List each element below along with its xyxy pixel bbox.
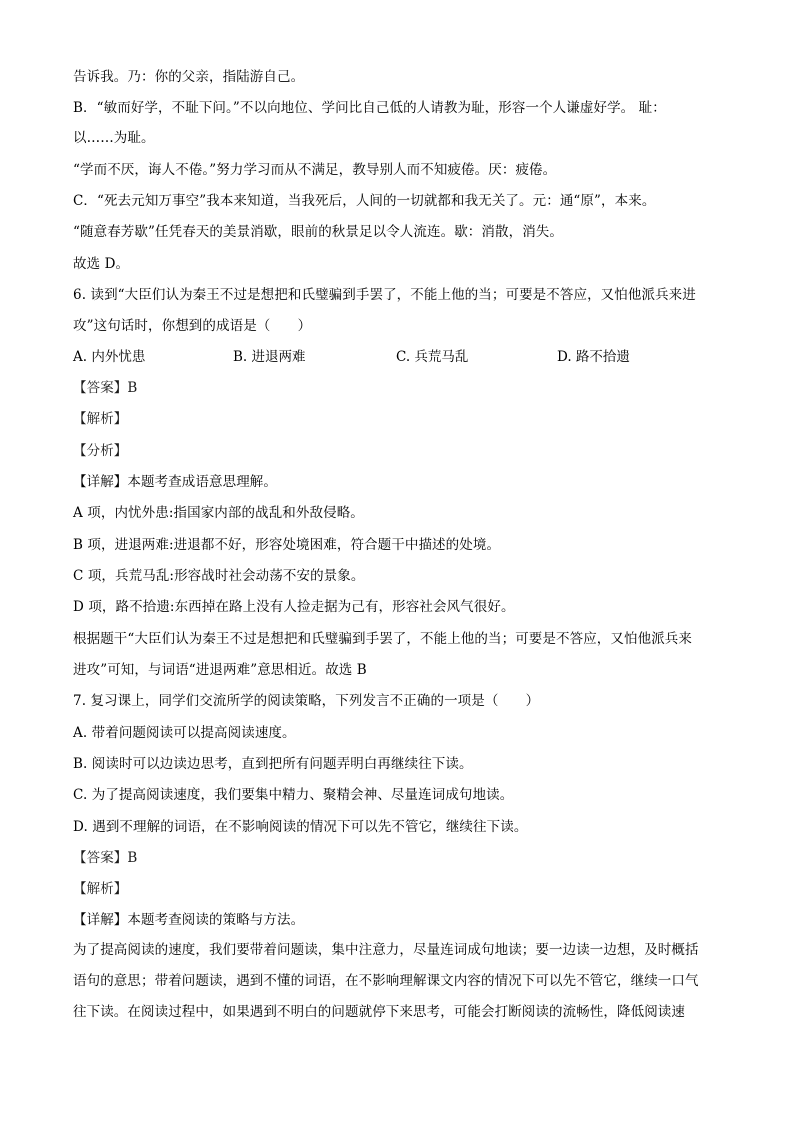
option-b: B. 进退两难 bbox=[233, 349, 306, 365]
detail-line: C 项，兵荒马乱:形容战时社会动荡不安的景象。 bbox=[73, 568, 365, 584]
analysis-label: 【解析】 bbox=[73, 411, 128, 427]
analysis-label: 【解析】 bbox=[73, 881, 128, 897]
text-line: “随意春芳歇”任凭春天的美景消歇，眼前的秋景足以令人流连。歇：消散，消失。 bbox=[73, 224, 564, 240]
detail-line: 【详解】本题考查成语意思理解。 bbox=[73, 474, 277, 490]
detail-line: 【详解】本题考查阅读的策略与方法。 bbox=[73, 912, 305, 928]
option-b: B. 阅读时可以边读边思考，直到把所有问题弄明白再继续往下读。 bbox=[73, 756, 473, 772]
text-line: 告诉我。乃：你的父亲，指陆游自己。 bbox=[73, 69, 305, 85]
answer-label: 【答案】B bbox=[73, 850, 138, 866]
option-d: D. 路不拾遗 bbox=[557, 349, 630, 365]
detail-line: 往下读。在阅读过程中，如果遇到不明白的问题就停下来思考，可能会打断阅读的流畅性，降低阅读速 bbox=[73, 1004, 685, 1020]
detail-line: 为了提高阅读的速度，我们要带着问题读，集中注意力，尽量连词成句地读；要一边读一边想，及时概括 bbox=[73, 942, 699, 958]
detail-line: 根据题干“大臣们认为秦王不过是想把和氏璧骗到手罢了，不能上他的当；可要是不答应，又怕他派兵来 bbox=[73, 631, 692, 647]
detail-line: 进攻”可知，与词语“进退两难”意思相近。故选 B bbox=[73, 662, 367, 678]
answer-label: 【答案】B bbox=[73, 380, 138, 396]
option-a: A. 内外忧患 bbox=[73, 349, 146, 365]
text-line: B．“敏而好学，不耻下问。”不以向地位、学问比自己低的人请教为耻，形容一个人谦虚好学。 耻： bbox=[73, 100, 666, 116]
option-c: C. 兵荒马乱 bbox=[396, 349, 469, 365]
detail-line: A 项，内忧外患:指国家内部的战乱和外敌侵略。 bbox=[73, 505, 364, 521]
option-a: A. 带着问题阅读可以提高阅读速度。 bbox=[73, 725, 296, 741]
option-c: C. 为了提高阅读速度，我们要集中精力、聚精会神、尽量连词成句地读。 bbox=[73, 787, 514, 803]
breakdown-label: 【分析】 bbox=[73, 443, 128, 459]
question-6-options bbox=[73, 347, 723, 367]
detail-line: B 项，进退两难:进退都不好，形容处境困难，符合题干中描述的处境。 bbox=[73, 537, 501, 553]
question-6-stem: 攻”这句话时，你想到的成语是（ ） bbox=[73, 318, 312, 334]
option-d: D. 遇到不理解的词语，在不影响阅读的情况下可以先不管它，继续往下读。 bbox=[73, 819, 528, 835]
text-line: “学而不厌，诲人不倦。”努力学习而从不满足，教导别人而不知疲倦。厌：疲倦。 bbox=[73, 162, 557, 178]
detail-line: D 项，路不拾遗:东西掉在路上没有人捡走据为己有，形容社会风气很好。 bbox=[73, 599, 515, 615]
text-line: 以……为耻。 bbox=[73, 130, 155, 146]
text-line: 故选 D。 bbox=[73, 256, 130, 272]
detail-line: 语句的意思；带着问题读，遇到不懂的词语，在不影响理解课文内容的情况下可以先不管它，继续一口气 bbox=[73, 973, 699, 989]
text-line: C．“死去元知万事空”我本来知道，当我死后，人间的一切就都和我无关了。元：通“原”，本来。 bbox=[73, 193, 656, 209]
question-7-stem: 7. 复习课上，同学们交流所学的阅读策略，下列发言不正确的一项是（ ） bbox=[73, 693, 540, 709]
question-6-stem: 6. 读到“大臣们认为秦王不过是想把和氏璧骗到手罢了，不能上他的当；可要是不答应，又怕他派兵来进 bbox=[73, 287, 696, 303]
